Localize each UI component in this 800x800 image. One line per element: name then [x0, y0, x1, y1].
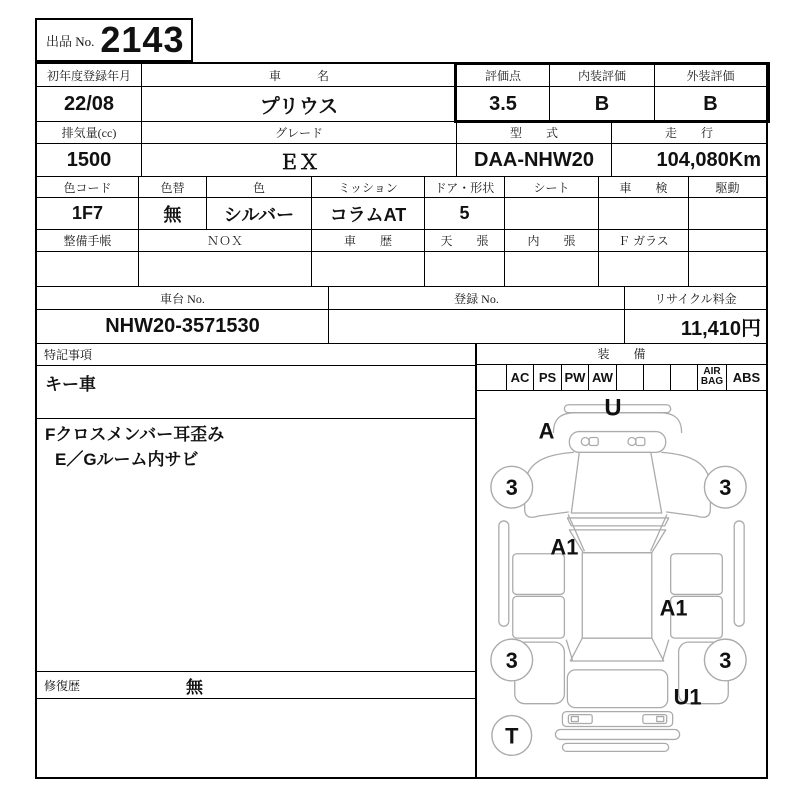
auction-sheet-table: [35, 62, 768, 779]
lot-number-value: 2143: [100, 19, 185, 60]
inspection-value-empty: [599, 198, 689, 229]
interior-grade-value: B: [550, 87, 655, 121]
front-glass-value-empty: [599, 252, 689, 286]
marker-a: A: [538, 418, 555, 444]
exterior-grade-value: B: [703, 92, 718, 115]
equipment-cell-ac: AC: [507, 365, 534, 390]
marker-wheel-fr: 3: [719, 475, 732, 501]
front-glass-label: Ｆ ガラス: [599, 230, 689, 251]
lot-number-box: [35, 18, 193, 62]
repair-history-value: 無: [186, 677, 204, 697]
note-line-2: E／Gルーム内サビ: [55, 449, 199, 469]
equipment-cell-abs: ABS: [732, 369, 761, 385]
equipment-cell-aw: AW: [589, 365, 617, 390]
recycle-fee-value: 11,410円: [680, 318, 761, 340]
nox-label: ＮＯＸ: [139, 230, 312, 251]
score-label: 評価点: [457, 64, 550, 86]
registration-no-label: 登録 No.: [329, 287, 625, 309]
registration-no-value-empty: [329, 310, 625, 343]
value-row-2: [37, 144, 766, 177]
header-row-2: [37, 122, 766, 144]
interior-grade-label: 内装評価: [550, 64, 655, 86]
equipment-row: [477, 365, 766, 391]
nox-value-empty: [139, 252, 312, 286]
equipment-cell-ps: PS: [534, 365, 562, 390]
header-row-4: [37, 230, 766, 252]
value-row-5: [37, 310, 766, 344]
model-code-value: DAA-NHW20: [457, 144, 612, 176]
lot-number-label: 出品 No.: [46, 33, 95, 49]
equipment-label: 装 備: [477, 344, 766, 365]
equipment-cell-airbag: AIR BAG: [698, 365, 727, 390]
bottom-section: [37, 344, 766, 777]
spare-header-empty: [689, 230, 766, 251]
grade-value: ＥＸ: [142, 144, 457, 176]
registration-value: 22/08: [37, 87, 142, 121]
header-row-5: [37, 287, 766, 310]
service-book-value-empty: [37, 252, 139, 286]
car-outline: [499, 405, 744, 752]
value-row-1: [37, 87, 766, 122]
marker-u: U: [604, 394, 622, 422]
seat-label: シート: [505, 177, 599, 197]
marker-a1-right: A1: [659, 595, 688, 621]
car-name-value: プリウス: [142, 87, 457, 121]
color-code-label: 色コード: [37, 177, 139, 197]
color-code-value: 1F7: [37, 198, 139, 229]
chassis-no-label: 車台 No.: [37, 287, 329, 309]
mileage-label: 走 行: [664, 126, 713, 140]
transmission-value: コラムAT: [312, 198, 425, 229]
doors-label: ドア・形状: [425, 177, 505, 197]
repair-history-row: [37, 672, 475, 699]
marker-wheel-rr: 3: [719, 647, 732, 673]
equipment-cell-pw: PW: [562, 365, 589, 390]
headliner-label: 天 張: [425, 230, 505, 251]
service-book-label: 整備手帳: [37, 230, 139, 251]
color-value: シルバー: [207, 198, 312, 229]
history-value-empty: [312, 252, 425, 286]
marker-a1-left: A1: [550, 534, 579, 560]
note-damage-text: [37, 419, 475, 672]
color-change-value: 無: [139, 198, 207, 229]
transmission-label: ミッション: [312, 177, 425, 197]
spare-value-empty: [689, 252, 766, 286]
doors-value: 5: [425, 198, 505, 229]
model-code-label: 型 式: [457, 122, 612, 143]
note-key-car: キー車: [37, 366, 475, 419]
interior-trim-label: 内 張: [505, 230, 599, 251]
history-label: 車 歴: [312, 230, 425, 251]
repair-history-label: 修復歴: [44, 678, 81, 693]
drive-value-empty: [689, 198, 766, 229]
header-row-3: [37, 177, 766, 198]
equipment-column: [477, 344, 766, 777]
notes-blank-area: [37, 699, 475, 777]
drive-label: 駆動: [715, 180, 740, 195]
mileage-value: 104,080Km: [656, 148, 761, 171]
car-schematic-svg: [477, 391, 766, 777]
notes-label: 特記事項: [37, 344, 475, 366]
interior-trim-value-empty: [505, 252, 599, 286]
marker-wheel-rl: 3: [505, 647, 518, 673]
registration-label: 初年度登録年月: [37, 64, 142, 86]
recycle-fee-label: リサイクル料金: [654, 291, 737, 306]
marker-wheel-fl: 3: [505, 475, 518, 501]
exterior-grade-label: 外装評価: [686, 68, 735, 83]
headliner-value-empty: [425, 252, 505, 286]
inspection-label: 車 検: [599, 177, 689, 197]
color-label: 色: [207, 177, 312, 197]
equipment-cell-blank-4: [671, 365, 698, 390]
grade-label: グレード: [142, 122, 457, 143]
score-value: 3.5: [457, 87, 550, 121]
equipment-cell-blank-3: [644, 365, 671, 390]
seat-value-empty: [505, 198, 599, 229]
car-name-label: 車 名: [142, 64, 457, 86]
marker-u1: U1: [673, 684, 702, 710]
value-row-3: [37, 198, 766, 230]
displacement-label: 排気量(cc): [37, 122, 142, 143]
equipment-cell-blank-1: [477, 365, 507, 390]
notes-column: [37, 344, 477, 777]
note-line-1: Fクロスメンバー耳歪み: [45, 425, 225, 444]
equipment-cell-blank-2: [617, 365, 644, 390]
chassis-no-value: NHW20-3571530: [37, 310, 329, 343]
car-damage-diagram: [477, 391, 766, 777]
color-change-label: 色替: [139, 177, 207, 197]
value-row-4: [37, 252, 766, 287]
displacement-value: 1500: [37, 144, 142, 176]
damage-markers: [505, 395, 731, 749]
marker-t: T: [505, 723, 519, 749]
header-row-1: [37, 64, 766, 87]
